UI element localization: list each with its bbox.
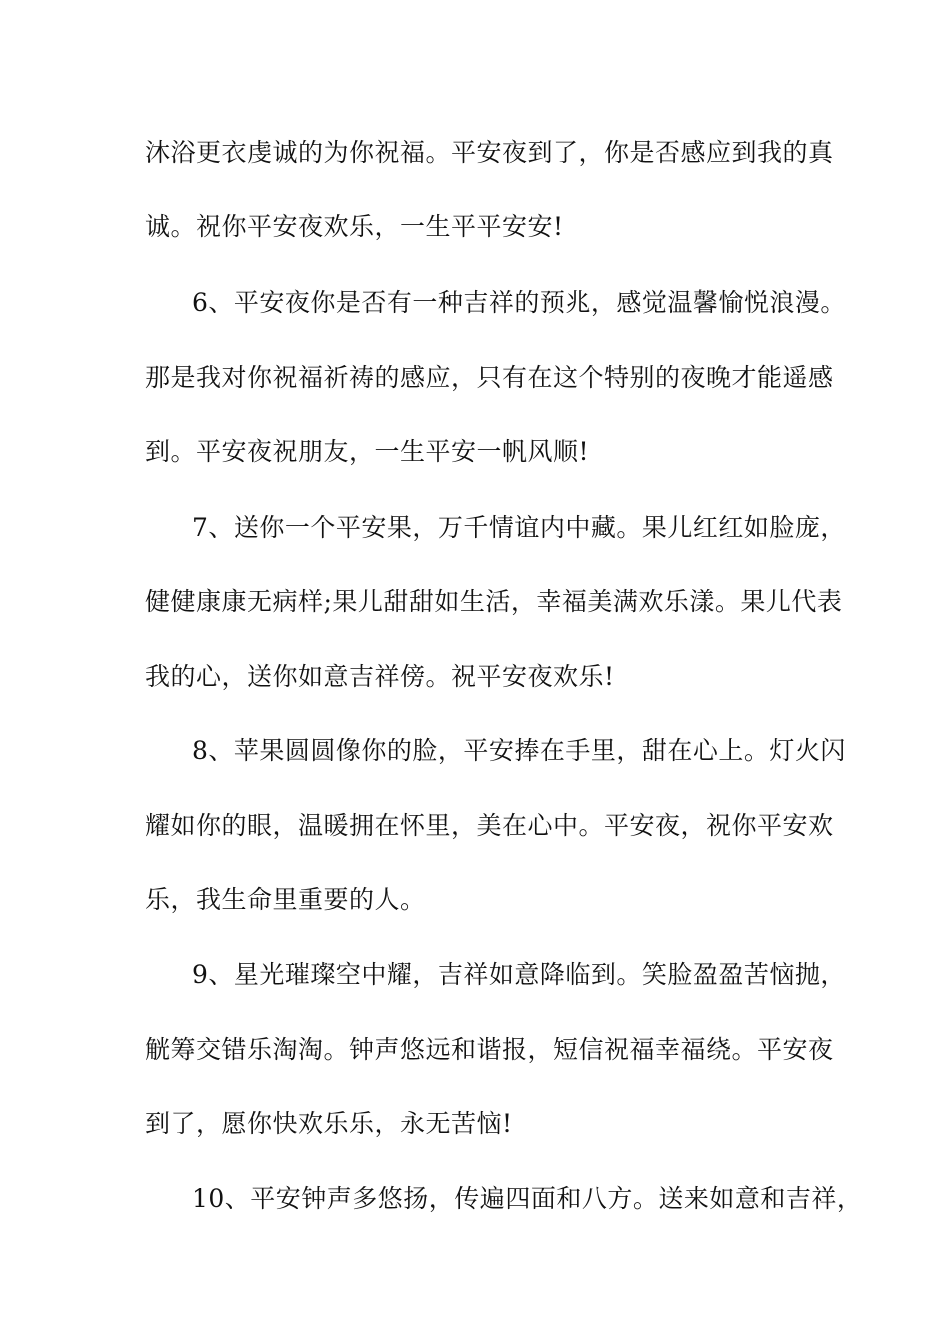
text-line: 耀如你的眼，温暖拥在怀里，美在心中。平安夜，祝你平安欢 [145, 811, 834, 840]
paragraph-start-7: 7、送你一个平安果，万千情谊内中藏。果儿红红如脸庞， [192, 513, 846, 542]
text-line: 我的心，送你如意吉祥傍。祝平安夜欢乐! [145, 662, 615, 691]
paragraph-start-8: 8、苹果圆圆像你的脸，平安捧在手里，甜在心上。灯火闪 [192, 736, 846, 765]
text-line: 乐，我生命里重要的人。 [145, 885, 426, 914]
text-line: 到。平安夜祝朋友，一生平安一帆风顺! [145, 437, 590, 466]
text-line: 沐浴更衣虔诚的为你祝福。平安夜到了，你是否感应到我的真 [145, 138, 834, 167]
paragraph-start-10: 10、平安钟声多悠扬，传遍四面和八方。送来如意和吉祥， [192, 1184, 863, 1213]
text-line: 诚。祝你平安夜欢乐，一生平平安安! [145, 212, 564, 241]
paragraph-start-9: 9、星光璀璨空中耀，吉祥如意降临到。笑脸盈盈苦恼抛， [192, 960, 846, 989]
text-line: 觥筹交错乐淘淘。钟声悠远和谐报，短信祝福幸福绕。平安夜 [145, 1035, 834, 1064]
text-line: 健健康康无病样;果儿甜甜如生活，幸福美满欢乐漾。果儿代表 [145, 587, 843, 616]
text-line: 到了，愿你快欢乐乐，永无苦恼! [145, 1109, 513, 1138]
paragraph-start-6: 6、平安夜你是否有一种吉祥的预兆，感觉温馨愉悦浪漫。 [192, 288, 846, 317]
text-line: 那是我对你祝福祈祷的感应，只有在这个特别的夜晚才能遥感 [145, 363, 834, 392]
